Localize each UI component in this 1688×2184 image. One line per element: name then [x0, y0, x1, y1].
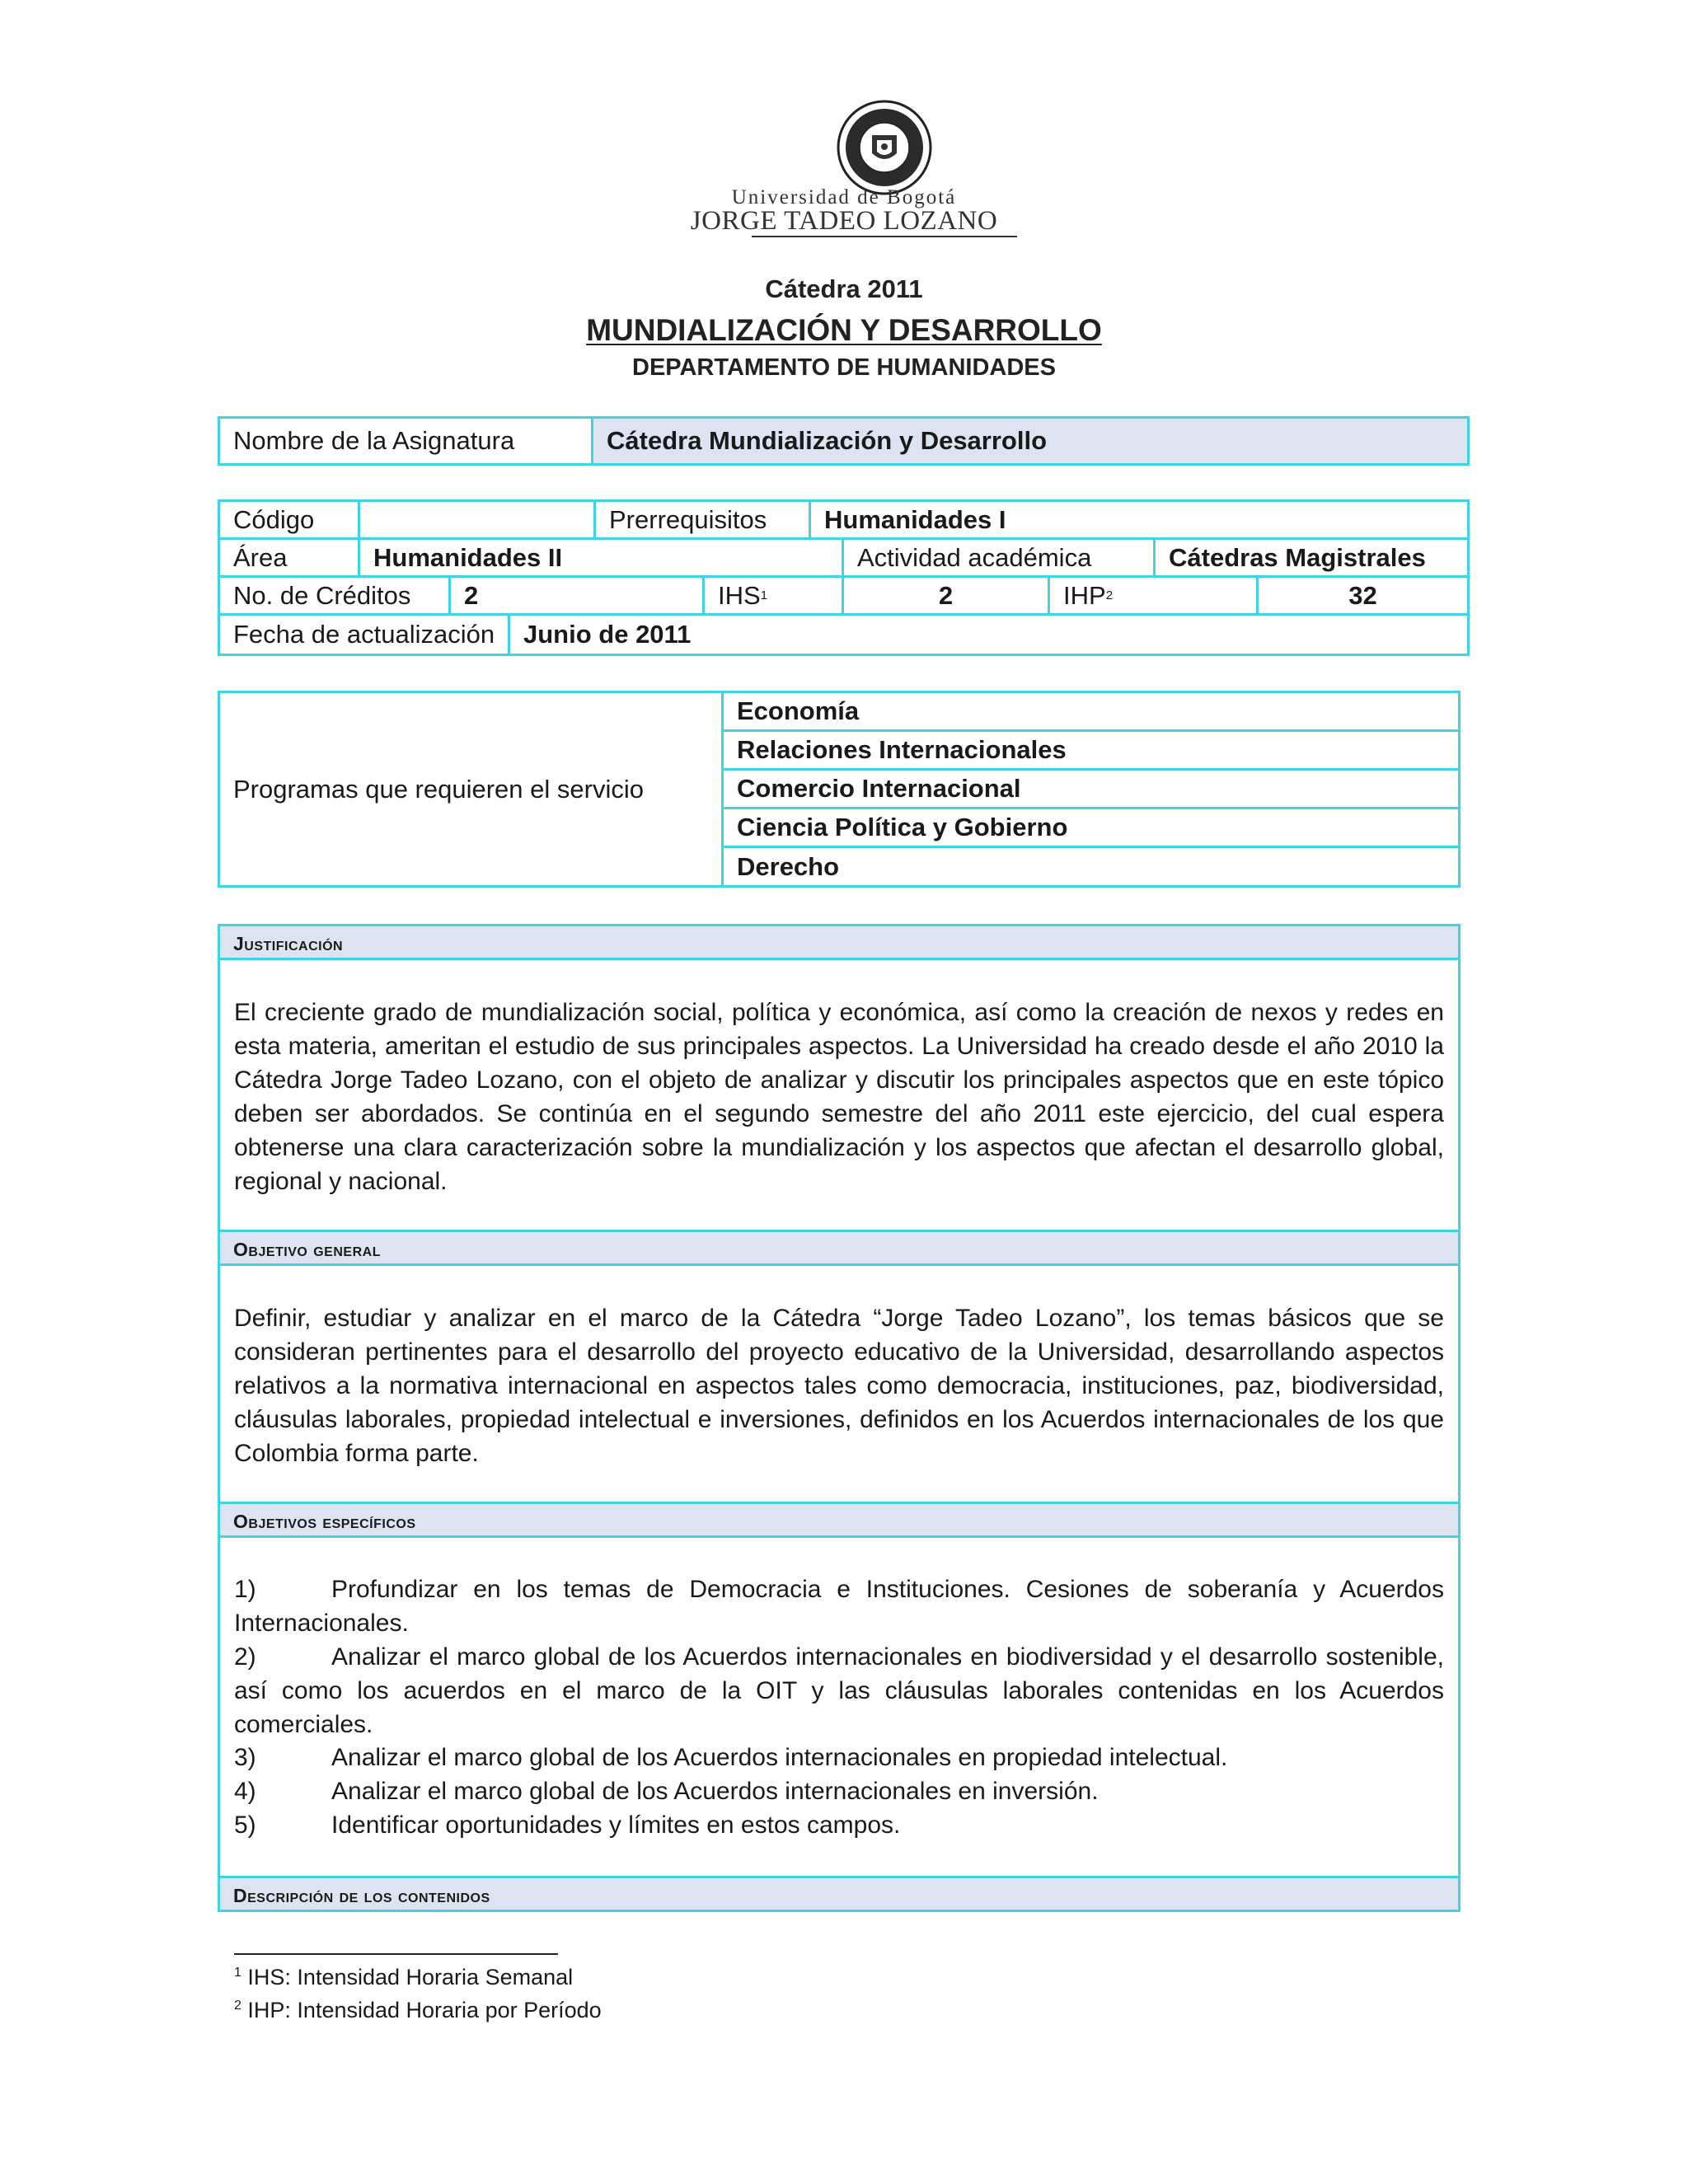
- university-name-small: Universidad de Bogotá: [731, 186, 957, 209]
- creditos-label: No. de Créditos: [218, 575, 451, 616]
- objetivo-text: Identificar oportunidades y límites en estos campos.: [331, 1811, 901, 1839]
- asignatura-value: Cátedra Mundialización y Desarrollo: [591, 416, 1470, 466]
- objetivo-item: [234, 1640, 1444, 1741]
- objetivo-number: 1): [234, 1576, 256, 1603]
- actividad-value: Cátedras Magistrales: [1153, 537, 1470, 578]
- page-title: MUNDIALIZACIÓN Y DESARROLLO: [586, 313, 1102, 347]
- footnote-number: 1: [234, 1966, 241, 1980]
- footnote: [234, 1965, 573, 1990]
- ihp-label-text: IHP: [1063, 580, 1106, 610]
- footnote-number: 2: [234, 1999, 241, 2013]
- objetivo-number: 5): [234, 1811, 256, 1839]
- descripcion-heading: Descripción de los contenidos: [218, 1876, 1461, 1912]
- objetivo-number: 3): [234, 1744, 256, 1771]
- justificacion-heading: Justificación: [218, 924, 1461, 960]
- ihs-label-text: IHS: [718, 580, 761, 610]
- department-title: DEPARTAMENTO DE HUMANIDADES: [632, 354, 1056, 381]
- prerrequisitos-label: Prerrequisitos: [593, 499, 811, 540]
- footnote-text: IHS: Intensidad Horaria Semanal: [247, 1965, 574, 1990]
- programas-label: Programas que requieren el servicio: [218, 691, 724, 888]
- catedra-year: Cátedra 2011: [765, 274, 923, 303]
- objetivo-text: Profundizar en los temas de Democracia e Instituciones. Cesiones de soberanía y Acuerdos Internacionales.: [234, 1576, 1444, 1637]
- objetivo-text: Analizar el marco global de los Acuerdos internacionales en inversión.: [331, 1778, 1099, 1805]
- programa-item: Comercio Internacional: [721, 768, 1461, 809]
- codigo-label: Código: [218, 499, 360, 540]
- programa-item: Relaciones Internacionales: [721, 729, 1461, 771]
- objetivo-general-heading: Objetivo general: [218, 1230, 1461, 1266]
- university-seal-logo: [836, 99, 933, 196]
- objetivos-especificos-heading: Objetivos específicos: [218, 1502, 1461, 1538]
- objetivo-item: [234, 1572, 1444, 1640]
- programa-item: Ciencia Política y Gobierno: [721, 807, 1461, 848]
- objetivo-number: 2): [234, 1643, 256, 1671]
- objetivo-general-text: Definir, estudiar y analizar en el marco de la Cátedra “Jorge Tadeo Lozano”, los temas básicos que se consideran pertinentes para el desarrollo del proyecto educativo de la Universidad, desarrollando aspectos relativos a la normativa internacional en aspectos tales como democracia, instituciones, paz, biodiversidad, cláusulas laborales, propiedad intelectual e inversiones, definidos en los Acuerdos internacionales de los que Colombia forma parte.: [234, 1305, 1444, 1467]
- footnote-text: IHP: Intensidad Horaria por Período: [247, 1998, 602, 2022]
- objetivo-text: Analizar el marco global de los Acuerdos internacionales en biodiversidad y el desarrollo sostenible, así como los acuerdos en el marco de la OIT y las cláusulas laborales contenidas en los Acuerdos comerciales.: [234, 1643, 1444, 1738]
- footnote: [234, 1998, 602, 2023]
- logo-underline: [752, 236, 1017, 237]
- footnote-separator: [234, 1953, 558, 1955]
- fecha-label: Fecha de actualización: [218, 613, 510, 656]
- university-name-large: JORGE TADEO LOZANO: [690, 206, 998, 236]
- objetivo-text: Analizar el marco global de los Acuerdos internacionales en propiedad intelectual.: [331, 1744, 1228, 1771]
- prerrequisitos-value: Humanidades I: [809, 499, 1470, 540]
- area-label: Área: [218, 537, 360, 578]
- area-value: Humanidades II: [358, 537, 844, 578]
- codigo-value: [358, 499, 596, 540]
- justificacion-text: El creciente grado de mundialización social, política y económica, así como la creación de nexos y redes en esta materia, ameritan el estudio de sus principales aspectos. La Universidad ha creado desde el año 2010 la Cátedra Jorge Tadeo Lozano, con el objeto de analizar y discutir los principales aspectos que en este tópico deben ser abordados. Se continúa en el segundo semestre del año 2011 este ejercicio, del cual espera obtenerse una clara caracterización sobre la mundialización y los aspectos que afectan el desarrollo global, regional y nacional.: [234, 999, 1444, 1195]
- ihp-value: 32: [1256, 575, 1470, 616]
- asignatura-label: Nombre de la Asignatura: [218, 416, 593, 466]
- ihp-label: IHP 2: [1048, 575, 1259, 616]
- objetivo-item: [234, 1774, 1444, 1808]
- ihs-value: 2: [842, 575, 1050, 616]
- ihs-label: IHS 1: [702, 575, 844, 616]
- programa-item: Economía: [721, 691, 1461, 732]
- objetivo-number: 4): [234, 1778, 256, 1805]
- actividad-label: Actividad académica: [842, 537, 1156, 578]
- fecha-value: Junio de 2011: [508, 613, 1470, 656]
- creditos-value: 2: [448, 575, 705, 616]
- objetivo-item: [234, 1808, 1444, 1842]
- objetivo-item: [234, 1741, 1444, 1774]
- programa-item: Derecho: [721, 846, 1461, 888]
